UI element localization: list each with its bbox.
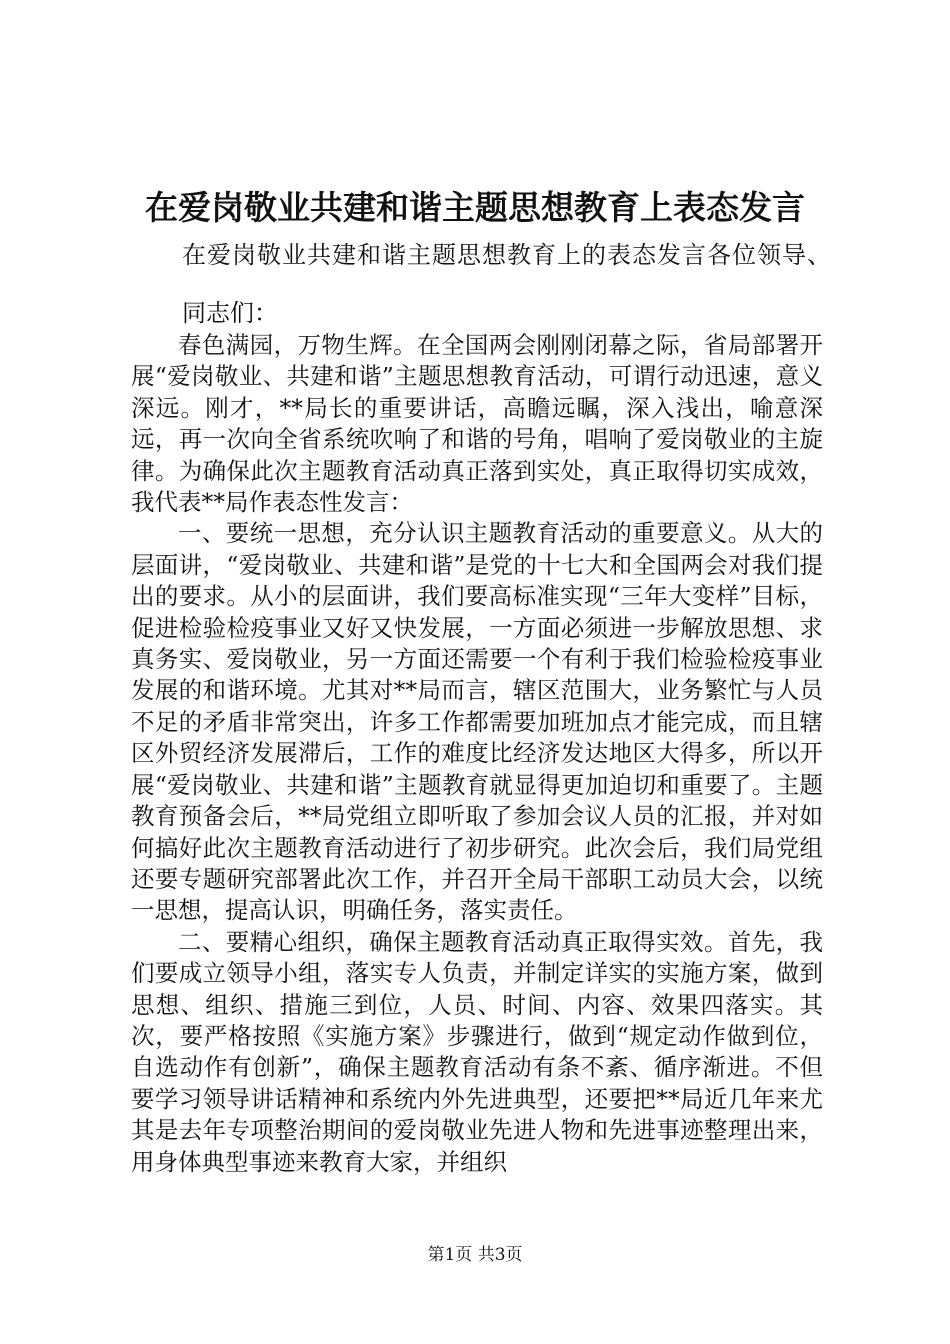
paragraph-1: 春色满园，万物生辉。在全国两会刚刚闭幕之际，省局部署开展“爱岗敬业、共建和谐”主题思想教育活动，可谓行动迅速，意义深远。刚才，**局长的重要讲话，高瞻远瞩，深入浅出，喻意深远，再一次向全省系统吹响了和谐的号角，唱响了爱岗敬业的主旋律。为确保此次主题教育活动真正落到实处，真正取得切实成效，我代表**局作表态性发言： xyxy=(131,331,823,517)
document-title: 在爱岗敬业共建和谐主题思想教育上表态发言 xyxy=(145,188,805,227)
document-subtitle: 在爱岗敬业共建和谐主题思想教育上的表态发言各位领导、 xyxy=(182,241,832,269)
salutation: 同志们： xyxy=(182,299,278,327)
paragraph-2: 一、要统一思想，充分认识主题教育活动的重要意义。从大的层面讲，“爱岗敬业、共建和谐”是党的十七大和全国两会对我们提出的要求。从小的层面讲，我们要高标准实现“三年大变样”目标，促进检验检疫事业又好又快发展，一方面必须进一步解放思想、求真务实、爱岗敬业，另一方面还需要一个有利于我们检验检疫事业发展的和谐环境。尤其对**局而言，辖区范围大，业务繁忙与人员不足的矛盾非常突出，许多工作都需要加班加点才能完成，而且辖区外贸经济发展滞后，工作的难度比经济发达地区大得多，所以开展“爱岗敬业、共建和谐”主题教育就显得更加迫切和重要了。主题教育预备会后，**局党组立即听取了参加会议人员的汇报，并对如何搞好此次主题教育活动进行了初步研究。此次会后，我们局党组还要专题研究部署此次工作，并召开全局干部职工动员大会，以统一思想，提高认识，明确任务，落实责任。 xyxy=(131,519,823,925)
page-footer: 第1页 共3页 xyxy=(427,1245,523,1265)
document-body xyxy=(131,330,823,1178)
paragraph-3: 二、要精心组织，确保主题教育活动真正取得实效。首先，我们要成立领导小组，落实专人负责，并制定详实的实施方案，做到思想、组织、措施三到位，人员、时间、内容、效果四落实。其次，要严格按照《实施方案》步骤进行，做到“规定动作做到位，自选动作有创新”，确保主题教育活动有条不紊、循序渐进。不但要学习领导讲话精神和系统内外先进典型，还要把**局近几年来尤其是去年专项整治期间的爱岗敬业先进人物和先进事迹整理出来，用身体典型事迹来教育大家，并组织 xyxy=(131,927,823,1176)
